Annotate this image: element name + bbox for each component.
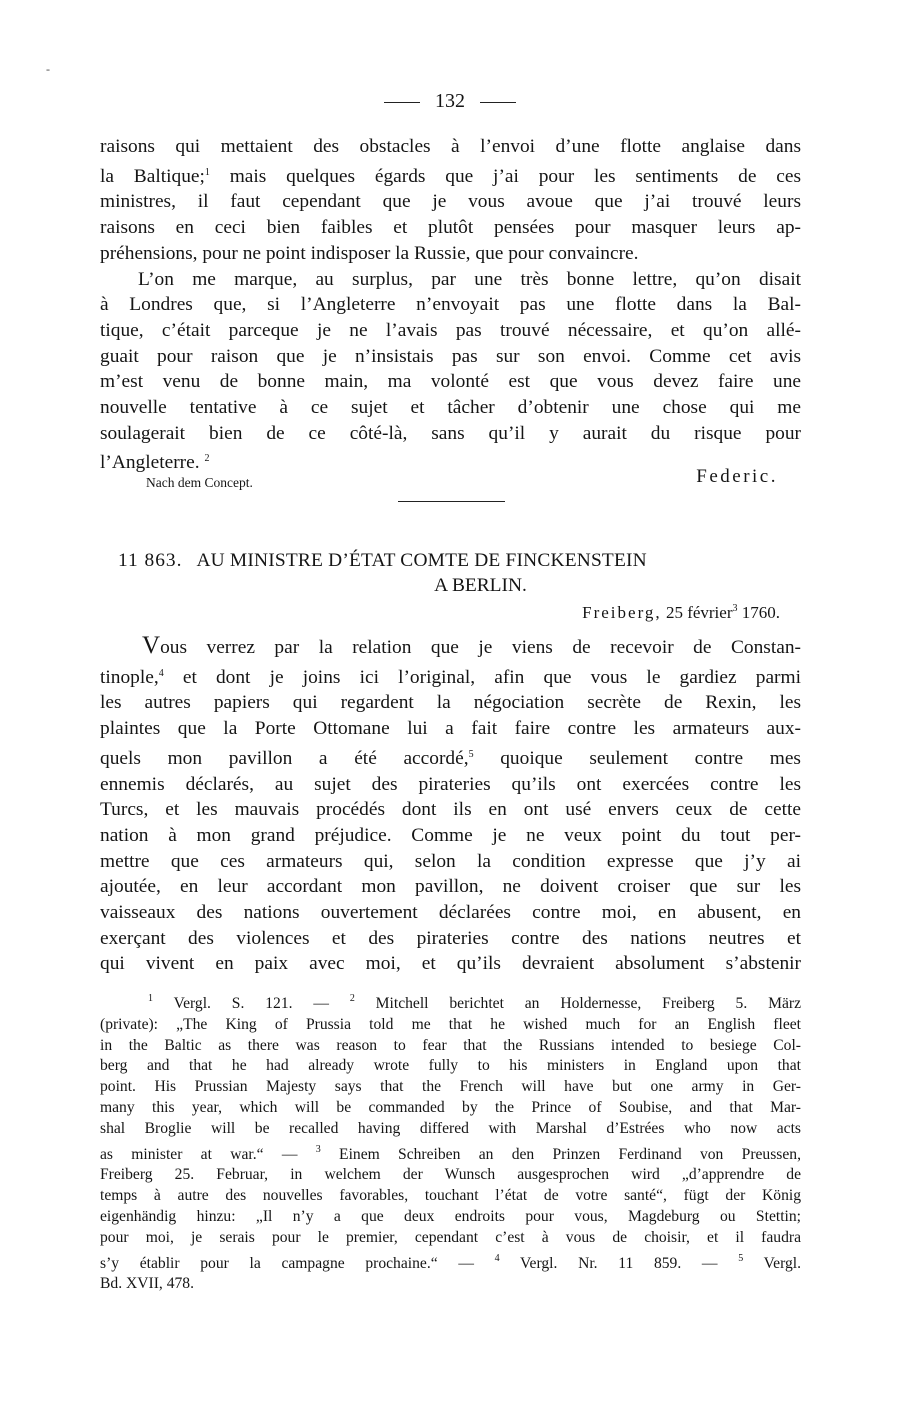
footnote-mark-1: 1 [148,993,153,1004]
footnote-mark-3: 3 [315,1143,321,1155]
footnote-line: (private): „The King of Prussia told me that he wished much for an English fleet [100,1015,801,1033]
footnote-line: pour moi, je serais pour le premier, cependant c’est à vous de choisir, et il faudra [100,1228,801,1246]
text-line: tique, c’était parceque je ne l’avais pas trouvé nécessaire, et qu’on allé- [100,319,801,341]
footnote-line: temps à autre des nouvelles favorables, touchant l’état de votre santé“, fügt der König [100,1187,801,1205]
text-line: vaisseaux des nations ouvertement déclarées contre moi, en abusent, en [100,902,801,924]
text-line: L’on me marque, au surplus, par une très bonne lettre, qu’on disait [138,268,801,290]
text-line: nation à mon grand préjudice. Comme je ne veux point du tout per- [100,824,801,846]
footnote-line: Bd. XVII, 478. [100,1275,194,1293]
heading-line-2: A BERLIN. [434,575,527,596]
document-heading [100,548,801,598]
continued-letter-text [100,134,801,476]
text-line: plaintes que la Porte Ottomane lui a fait faire contre les armateurs aux- [100,718,801,740]
footnote-ref-1: 1 [204,166,210,178]
text-line: mettre que ces armateurs qui, selon la condition expresse que j’y ai [100,850,801,872]
text-line: nouvelle tentative à ce sujet et tâcher d’obtenir une chose qui me [100,397,801,419]
text-line: l’Angleterre. $^2$ [100,452,210,474]
footnote-line: point. His Prussian Majesty says that the French will have but one army in Ger- [100,1078,801,1096]
footnote-ref-5: 5 [468,748,474,760]
footnote-line: berg and that he had already wrote fully to his ministers in England upon that [100,1057,801,1075]
footnote-line: s’y établir pour la campagne prochaine.“ — $^4$ Vergl. Nr. 11 859. — $^5$ Vergl. [100,1252,802,1272]
footnote-line: Freiberg 25. Februar, in welchem der Wunsch ausgesprochen wird „d’apprendre de [100,1166,801,1184]
text-line: guait pour raison que je n’insistais pas sur son envoi. Comme cet avis [100,345,801,367]
signature: Federic. [696,466,778,487]
document-number: 11 863. [118,550,183,571]
date-place: Freiberg, [582,603,662,622]
footnote-line: $^1$ Vergl. S. 121. — $^2$ Mitchell berichtet an Holdernesse, Freiberg 5. März [148,993,801,1012]
text-line: les autres papiers qui regardent la négociation secrète de Rexin, les [100,692,801,714]
footnote-ref-2: 2 [204,453,210,465]
page-number: 132 [435,90,465,112]
text-line: soulagerait bien de ce côté-là, sans qu’il y aurait du risque pour [100,422,801,444]
initial-letter: V [142,632,161,659]
footnote-line: as minister at war.“ — $^3$ Einem Schreiben an den Prinzen Ferdinand von Preussen, [100,1143,801,1163]
text-line: ennemis déclarés, au sujet des pirateries qu’ils ont exercées contre les [100,773,801,795]
footnote-line: eigenhändig hinzu: „Il n’y a que deux endroits pour vous, Magdeburg ou Stettin; [100,1207,801,1225]
footnote-mark-2: 2 [349,993,355,1004]
section-divider [398,501,505,502]
text-line: qui vivent en paix avec moi, et qu’ils devraient absolument s’abstenir [100,953,801,975]
footnote-line: shal Broglie will be recalled having differed with Marshal d’Estrées who now acts [100,1119,801,1137]
text-line: quels mon pavillon a été accordé,$^5$ quoique seulement contre mes [100,747,801,769]
footnote-line: many this year, which will be commanded by the Prince of Soubise, and that Mar- [100,1098,801,1116]
header-dash-right [480,102,516,103]
date-line: Freiberg, 25 février$^3$ 1760. [582,603,780,622]
text-line: ministres, il faut cependant que je vous avoue que j’ai trouvé leurs [100,191,801,213]
page-number-header [0,90,900,113]
footnote-ref-4: 4 [158,667,164,679]
text-line: Vous verrez par la relation que je viens de recevoir de Constan- [142,632,801,659]
footnote-ref-3: 3 [732,603,738,614]
text-line: Turcs, et les mauvais procédés dont ils en ont usé envers ceux de cette [100,799,801,821]
letter-body [100,633,801,977]
footnote-mark-5: 5 [738,1252,744,1264]
heading-line-1: 11 863. AU MINISTRE D’ÉTAT COMTE DE FINCKENSTEIN [118,550,647,571]
text-line: la Baltique;$^1$ mais quelques égards que j’ai pour les sentiments de ces [100,165,801,187]
footnote-line: in the Baltic as there was reason to fear that the Russians intended to besiege Col- [100,1036,801,1054]
text-line: m’est venu de bonne main, ma volonté est que vous devez faire une [100,371,801,393]
text-line: raisons en ceci bien faibles et plutôt pensées pour masquer leurs ap- [100,217,801,239]
text-line: tinople,$^4$ et dont je joins ici l’original, afin que vous le gardiez parmi [100,666,801,688]
text-line: ajoutée, en leur accordant mon pavillon, ne doivent croiser que sur les [100,876,801,898]
footnote-mark-4: 4 [494,1252,500,1264]
header-dash-left [384,102,420,103]
concept-note: Nach dem Concept. [146,475,253,490]
text-line: préhensions, pour ne point indisposer la Russie, que pour convaincre. [100,242,639,264]
text-line: à Londres que, si l’Angleterre n’envoyait pas une flotte dans la Bal- [100,294,801,316]
margin-mark: ‑ [46,62,50,76]
text-line: exerçant des violences et des pirateries contre des nations neutres et [100,927,801,949]
footnotes [100,989,801,1295]
text-line: raisons qui mettaient des obstacles à l’envoi d’une flotte anglaise dans [100,136,801,157]
